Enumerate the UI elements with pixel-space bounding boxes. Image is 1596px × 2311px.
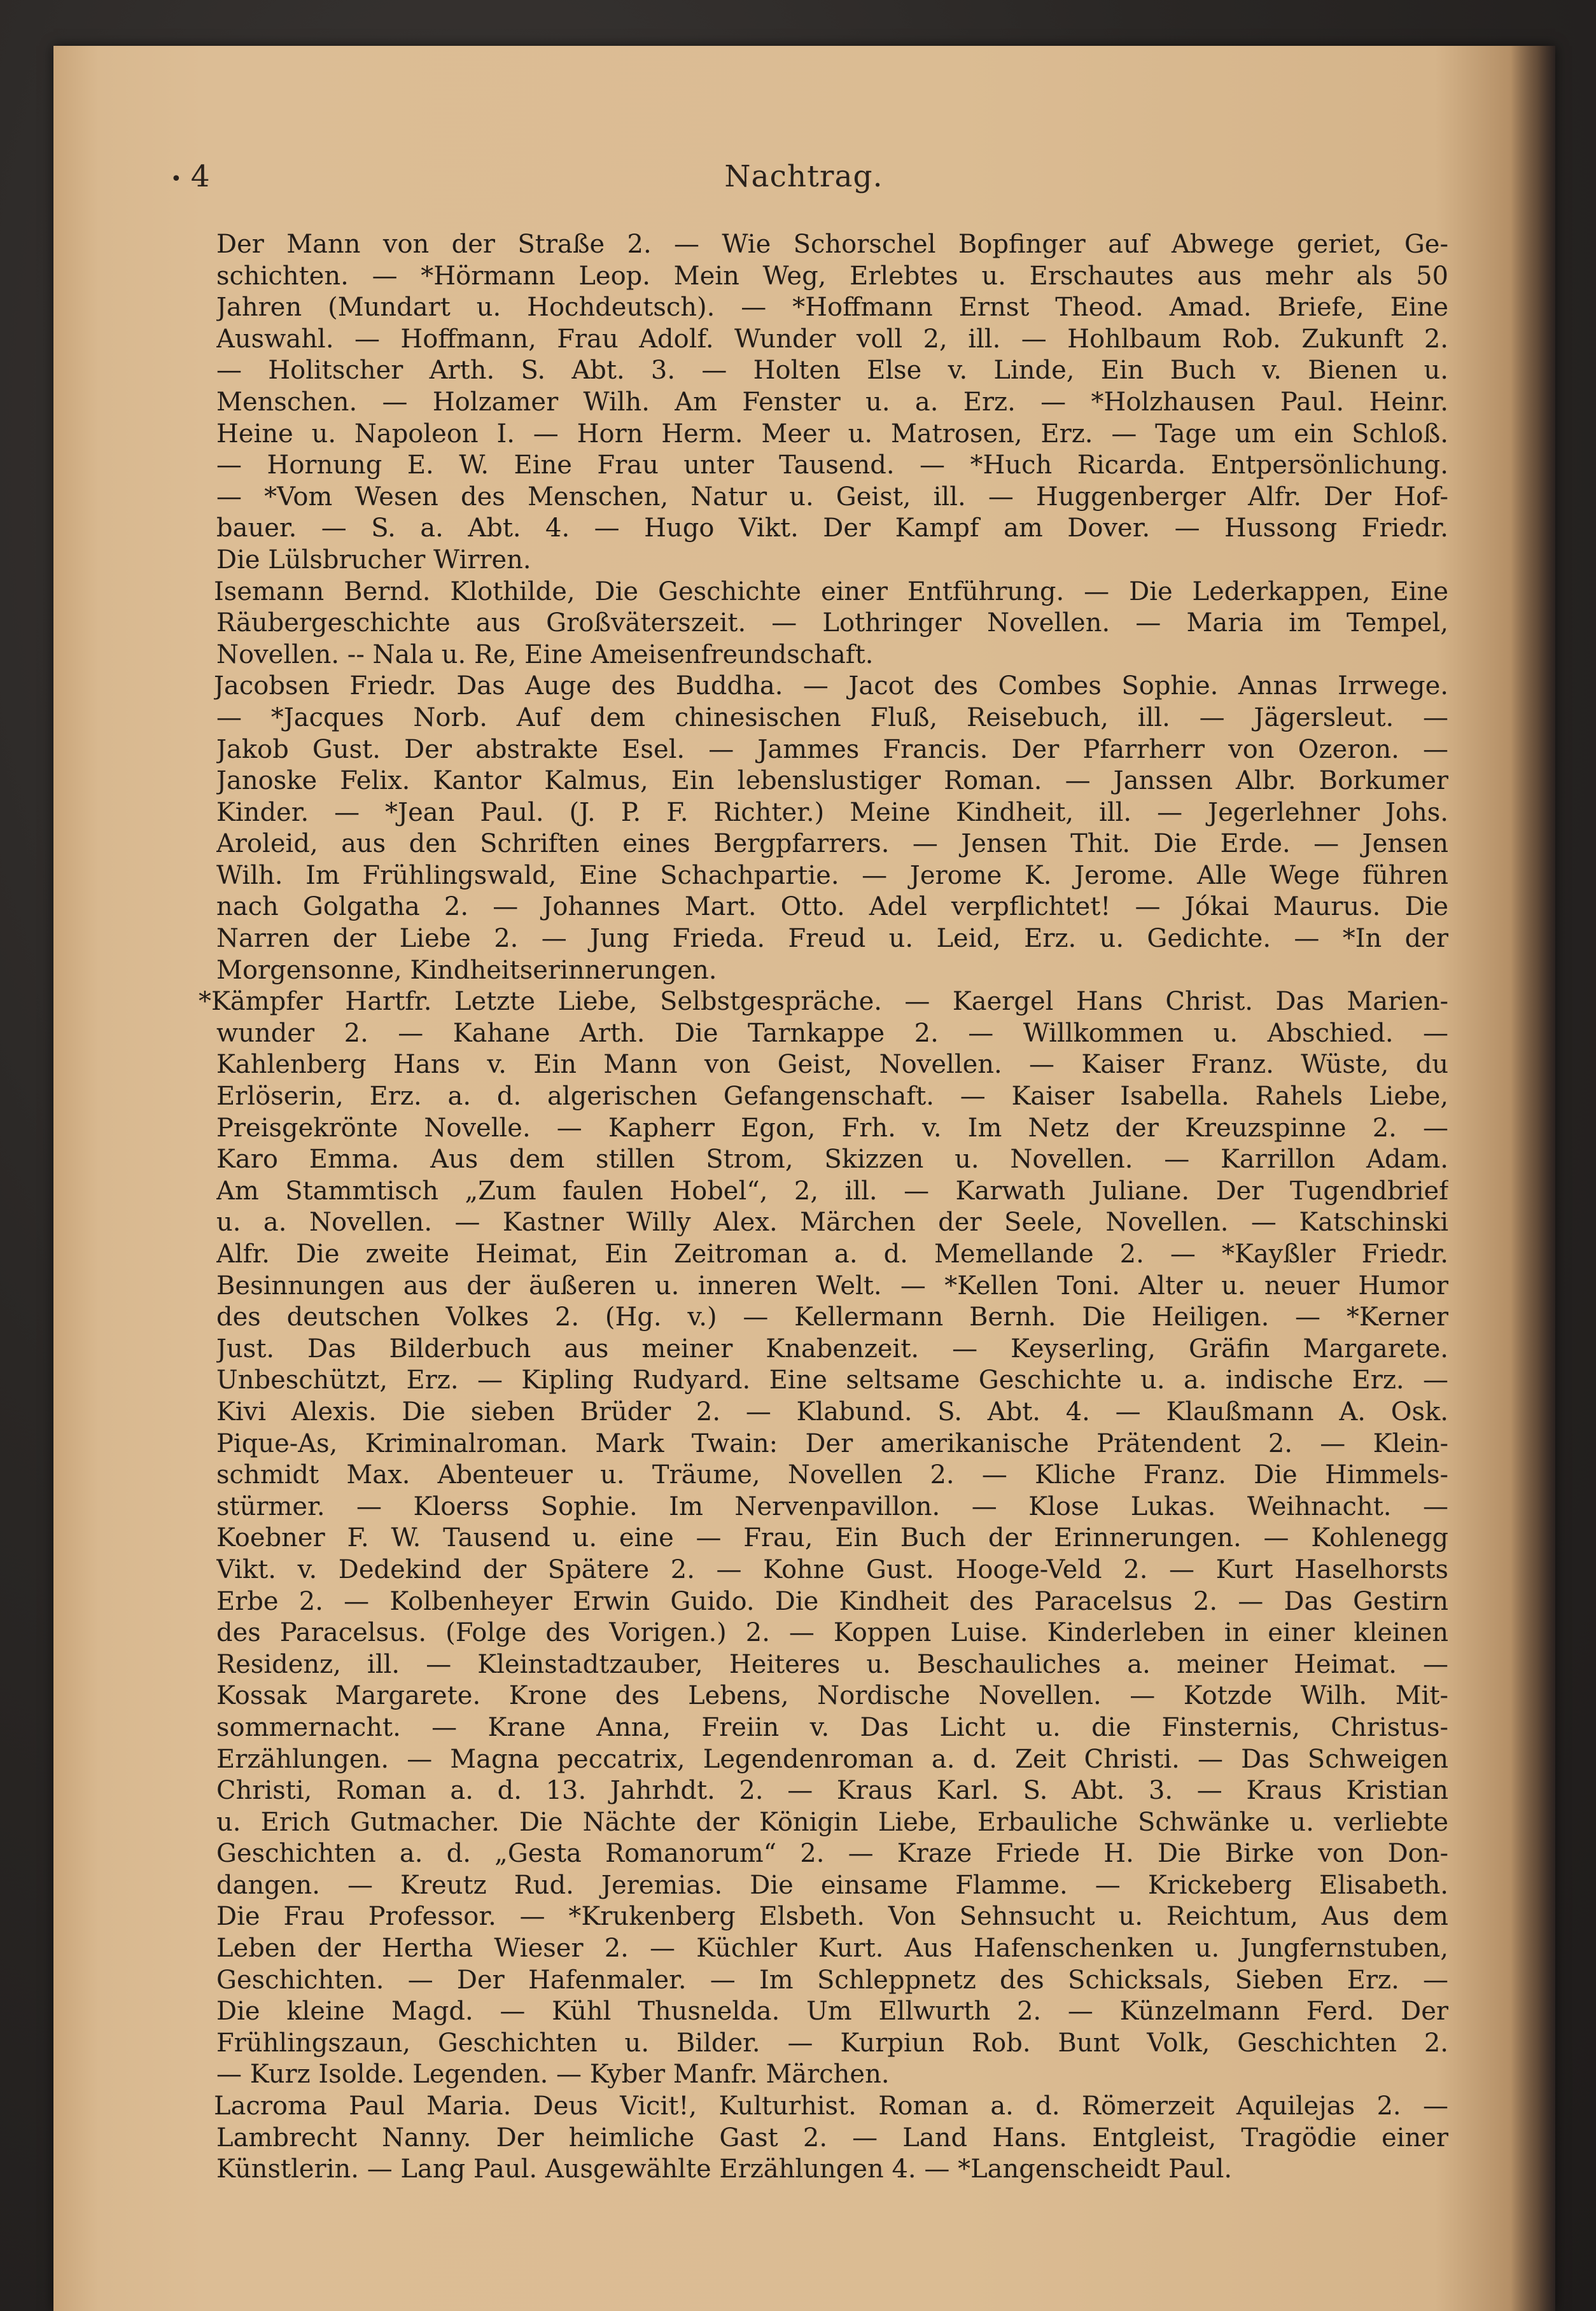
text-line: Karo Emma. Aus dem stillen Strom, Skizzen u. Novellen. — Karrillon Adam.	[216, 1145, 1448, 1175]
text-line: Künstlerin. — Lang Paul. Ausgewählte Erzählungen 4. — *Langenscheidt Paul.	[216, 2154, 1233, 2184]
text-line: Menschen. — Holzamer Wilh. Am Fenster u. a. Erz. — *Holzhausen Paul. Heinr.	[216, 387, 1448, 417]
text-line: Narren der Liebe 2. — Jung Frieda. Freud u. Leid, Erz. u. Gedichte. — *In der	[216, 924, 1448, 954]
text-line: Die kleine Magd. — Kühl Thusnelda. Um Ellwurth 2. — Künzelmann Ferd. Der	[216, 1997, 1448, 2027]
text-line: *Kämpfer Hartfr. Letzte Liebe, Selbstgespräche. — Kaergel Hans Christ. Das Marien-	[199, 987, 1448, 1017]
text-line: Lacroma Paul Maria. Deus Vicit!, Kulturhist. Roman a. d. Römerzeit Aquilejas 2. —	[214, 2091, 1448, 2121]
text-line: Frühlingszaun, Geschichten u. Bilder. — Kurpiun Rob. Bunt Volk, Geschichten 2.	[216, 2028, 1448, 2058]
text-line: — *Jacques Norb. Auf dem chinesischen Fluß, Reisebuch, ill. — Jägersleut. —	[216, 702, 1448, 732]
text-line: bauer. — S. a. Abt. 4. — Hugo Vikt. Der Kampf am Dover. — Hussong Friedr.	[216, 513, 1448, 543]
text-line: Kossak Margarete. Krone des Lebens, Nordische Novellen. — Kotzde Wilh. Mit-	[216, 1681, 1448, 1711]
text-line: — *Vom Wesen des Menschen, Natur u. Geist, ill. — Huggenberger Alfr. Der Hof-	[216, 482, 1448, 512]
text-line: — Kurz Isolde. Legenden. — Kyber Manfr. Märchen.	[216, 2060, 890, 2090]
text-line: dangen. — Kreutz Rud. Jeremias. Die einsame Flamme. — Krickeberg Elisabeth.	[216, 1870, 1448, 1900]
text-line: Geschichten. — Der Hafenmaler. — Im Schleppnetz des Schicksals, Sieben Erz. —	[216, 1965, 1448, 1995]
text-line: stürmer. — Kloerss Sophie. Im Nervenpavillon. — Klose Lukas. Weihnacht. —	[216, 1491, 1448, 1521]
text-line: u. a. Novellen. — Kastner Willy Alex. Märchen der Seele, Novellen. — Katschinski	[216, 1208, 1448, 1238]
text-line: Residenz, ill. — Kleinstadtzauber, Heiteres u. Beschauliches a. meiner Heimat. —	[216, 1649, 1448, 1679]
text-line: Jacobsen Friedr. Das Auge des Buddha. — Jacot des Combes Sophie. Annas Irrwege.	[214, 671, 1448, 701]
text-line: Kahlenberg Hans v. Ein Mann von Geist, Novellen. — Kaiser Franz. Wüste, du	[216, 1050, 1448, 1080]
text-line: Pique-As, Kriminalroman. Mark Twain: Der amerikanische Prätendent 2. — Klein-	[216, 1428, 1448, 1458]
bullet-mark: •	[171, 167, 182, 190]
text-line: Besinnungen aus der äußeren u. inneren Welt. — *Kellen Toni. Alter u. neuer Humor	[216, 1271, 1448, 1301]
text-line: Aroleid, aus den Schriften eines Bergpfarrers. — Jensen Thit. Die Erde. — Jensen	[216, 829, 1448, 859]
text-line: Vikt. v. Dedekind der Spätere 2. — Kohne Gust. Hooge-Veld 2. — Kurt Haselhorsts	[216, 1554, 1448, 1584]
text-line: Räubergeschichte aus Großväterszeit. — Lothringer Novellen. — Maria im Tempel,	[216, 608, 1448, 638]
text-line: schmidt Max. Abenteuer u. Träume, Novellen 2. — Kliche Franz. Die Himmels-	[216, 1460, 1448, 1490]
text-line: Auswahl. — Hoffmann, Frau Adolf. Wunder voll 2, ill. — Hohlbaum Rob. Zukunft 2.	[216, 324, 1448, 354]
text-line: Erbe 2. — Kolbenheyer Erwin Guido. Die Kindheit des Paracelsus 2. — Das Gestirn	[216, 1586, 1448, 1616]
text-line: Koebner F. W. Tausend u. eine — Frau, Ein Buch der Erinnerungen. — Kohlenegg	[216, 1523, 1448, 1553]
text-line: Leben der Hertha Wieser 2. — Küchler Kurt. Aus Hafenschenken u. Jungfernstuben,	[216, 1934, 1448, 1964]
page-number-value: 4	[190, 159, 210, 194]
text-line: Just. Das Bilderbuch aus meiner Knabenzeit. — Keyserling, Gräfin Margarete.	[216, 1334, 1448, 1364]
text-line: — Hornung E. W. Eine Frau unter Tausend. — *Huch Ricarda. Entpersönlichung.	[216, 450, 1448, 480]
text-line: Janoske Felix. Kantor Kalmus, Ein lebenslustiger Roman. — Janssen Albr. Borkumer	[216, 766, 1448, 796]
text-line: Geschichten a. d. „Gesta Romanorum“ 2. — Kraze Friede H. Die Birke von Don-	[216, 1839, 1448, 1869]
text-line: Der Mann von der Straße 2. — Wie Schorschel Bopfinger auf Abwege geriet, Ge-	[216, 230, 1448, 259]
page-body-text	[199, 229, 1448, 2186]
text-line: des Paracelsus. (Folge des Vorigen.) 2. — Koppen Luise. Kinderleben in einer kleinen	[216, 1618, 1448, 1648]
page-header	[171, 159, 1437, 204]
text-line: wunder 2. — Kahane Arth. Die Tarnkappe 2. — Willkommen u. Abschied. —	[216, 1018, 1448, 1048]
text-line: Die Frau Professor. — *Krukenberg Elsbeth. Von Sehnsucht u. Reichtum, Aus dem	[216, 1902, 1448, 1932]
text-line: Am Stammtisch „Zum faulen Hobel“, 2, ill. — Karwath Juliane. Der Tugendbrief	[216, 1176, 1448, 1206]
text-line: Novellen. -- Nala u. Re, Eine Ameisenfreundschaft.	[216, 639, 874, 669]
text-line: Die Lülsbrucher Wirren.	[216, 545, 531, 575]
text-line: sommernacht. — Krane Anna, Freiin v. Das Licht u. die Finsternis, Christus-	[216, 1712, 1448, 1742]
text-line: Alfr. Die zweite Heimat, Ein Zeitroman a. d. Memellande 2. — *Kayßler Friedr.	[216, 1239, 1448, 1269]
text-line: Wilh. Im Frühlingswald, Eine Schachpartie. — Jerome K. Jerome. Alle Wege führen	[216, 860, 1448, 890]
text-line: Jakob Gust. Der abstrakte Esel. — Jammes Francis. Der Pfarrherr von Ozeron. —	[216, 734, 1448, 764]
text-line: des deutschen Volkes 2. (Hg. v.) — Kellermann Bernh. Die Heiligen. — *Kerner	[216, 1302, 1448, 1332]
text-line: Isemann Bernd. Klothilde, Die Geschichte einer Entführung. — Die Lederkappen, Eine	[214, 576, 1448, 606]
text-line: Morgensonne, Kindheitserinnerungen.	[216, 955, 717, 985]
text-line: Kivi Alexis. Die sieben Brüder 2. — Klabund. S. Abt. 4. — Klaußmann A. Osk.	[216, 1397, 1448, 1427]
text-line: u. Erich Gutmacher. Die Nächte der Königin Liebe, Erbauliche Schwänke u. verliebte	[216, 1807, 1448, 1837]
text-line: Christi, Roman a. d. 13. Jahrhdt. 2. — Kraus Karl. S. Abt. 3. — Kraus Kristian	[216, 1776, 1448, 1806]
text-line: — Holitscher Arth. S. Abt. 3. — Holten Else v. Linde, Ein Buch v. Bienen u.	[216, 356, 1448, 386]
text-line: nach Golgatha 2. — Johannes Mart. Otto. Adel verpflichtet! — Jókai Maurus. Die	[216, 892, 1448, 922]
text-line: Erzählungen. — Magna peccatrix, Legendenroman a. d. Zeit Christi. — Das Schweigen	[216, 1744, 1448, 1774]
text-line: Preisgekrönte Novelle. — Kapherr Egon, Frh. v. Im Netz der Kreuzspinne 2. —	[216, 1113, 1448, 1143]
text-line: Jahren (Mundart u. Hochdeutsch). — *Hoffmann Ernst Theod. Amad. Briefe, Eine	[216, 293, 1448, 323]
running-head: Nachtrag.	[724, 159, 883, 194]
text-line: Erlöserin, Erz. a. d. algerischen Gefangenschaft. — Kaiser Isabella. Rahels Liebe,	[216, 1082, 1448, 1112]
text-line: schichten. — *Hörmann Leop. Mein Weg, Erlebtes u. Erschautes aus mehr als 50	[216, 261, 1448, 291]
text-line: Kinder. — *Jean Paul. (J. P. F. Richter.) Meine Kindheit, ill. — Jegerlehner Johs.	[216, 797, 1448, 827]
text-line: Heine u. Napoleon I. — Horn Herm. Meer u. Matrosen, Erz. — Tage um ein Schloß.	[216, 419, 1448, 449]
text-line: Lambrecht Nanny. Der heimliche Gast 2. — Land Hans. Entgleist, Tragödie einer	[216, 2123, 1448, 2153]
text-line: Unbeschützt, Erz. — Kipling Rudyard. Eine seltsame Geschichte u. a. indische Erz. —	[216, 1365, 1448, 1395]
page-spine-shadow	[1511, 46, 1555, 2311]
